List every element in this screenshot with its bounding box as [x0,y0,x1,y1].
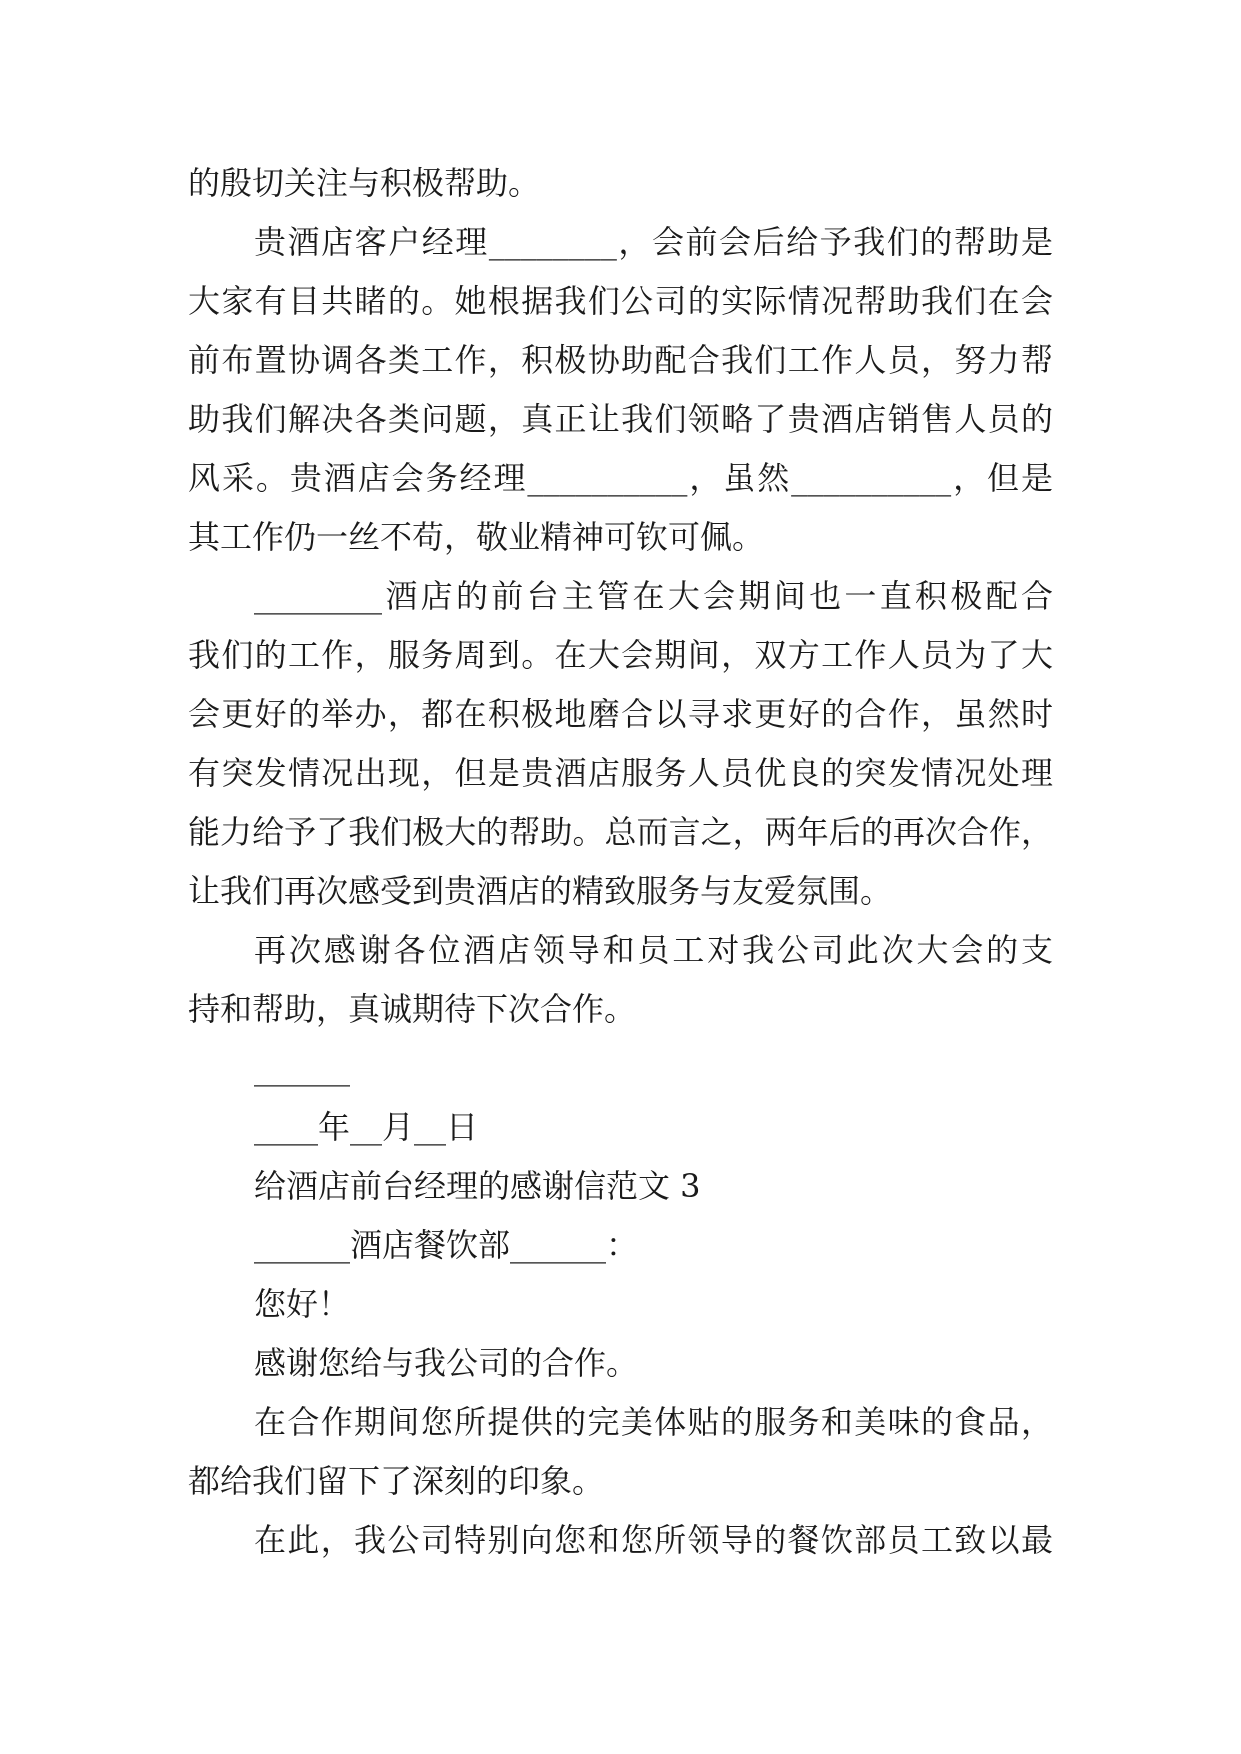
paragraph-line: 在此，我公司特别向您和您所领导的餐饮部员工致以最 [254,1521,1053,1559]
paragraph-line: 贵酒店客户经理________，会前会后给予我们的帮助是 [254,223,1053,261]
paragraph-line: ________酒店的前台主管在大会期间也一直积极配合 [254,577,1053,615]
paragraph-line: 持和帮助，真诚期待下次合作。 [188,990,637,1028]
paragraph-line: 在合作期间您所提供的完美体贴的服务和美味的食品， [254,1403,1053,1441]
letter-body [188,154,1053,1570]
paragraph-line: 的殷切关注与积极帮助。 [188,164,541,202]
section-title: 给酒店前台经理的感谢信范文 3 [254,1167,701,1205]
paragraph-line: 感谢您给与我公司的合作。 [254,1344,639,1382]
paragraph-line: 大家有目共睹的。她根据我们公司的实际情况帮助我们在会 [188,282,1053,320]
paragraph-line: 让我们再次感受到贵酒店的精致服务与友爱氛围。 [188,872,893,910]
date-line: ____年__月__日 [254,1108,479,1146]
paragraph-line: 有突发情况出现，但是贵酒店服务人员优良的突发情况处理 [188,754,1053,792]
paragraph-line: 我们的工作，服务周到。在大会期间，双方工作人员为了大 [188,636,1053,674]
paragraph-line: 助我们解决各类问题，真正让我们领略了贵酒店销售人员的 [188,400,1053,438]
greeting: 您好！ [254,1285,351,1323]
paragraph-line: 再次感谢各位酒店领导和员工对我公司此次大会的支 [254,931,1053,969]
paragraph-line: 会更好的举办，都在积极地磨合以寻求更好的合作，虽然时 [188,695,1053,733]
signature-blank: ______ [254,1049,350,1087]
salutation: ______酒店餐饮部______： [254,1226,639,1264]
paragraph-line: 能力给予了我们极大的帮助。总而言之，两年后的再次合作， [188,813,1053,851]
paragraph-line: 都给我们留下了深刻的印象。 [188,1462,605,1500]
paragraph-line: 其工作仍一丝不苟，敬业精神可钦可佩。 [188,518,765,556]
paragraph-line: 前布置协调各类工作，积极协助配合我们工作人员，努力帮 [188,341,1053,379]
paragraph-line: 风采。贵酒店会务经理__________，虽然__________，但是 [188,459,1053,497]
